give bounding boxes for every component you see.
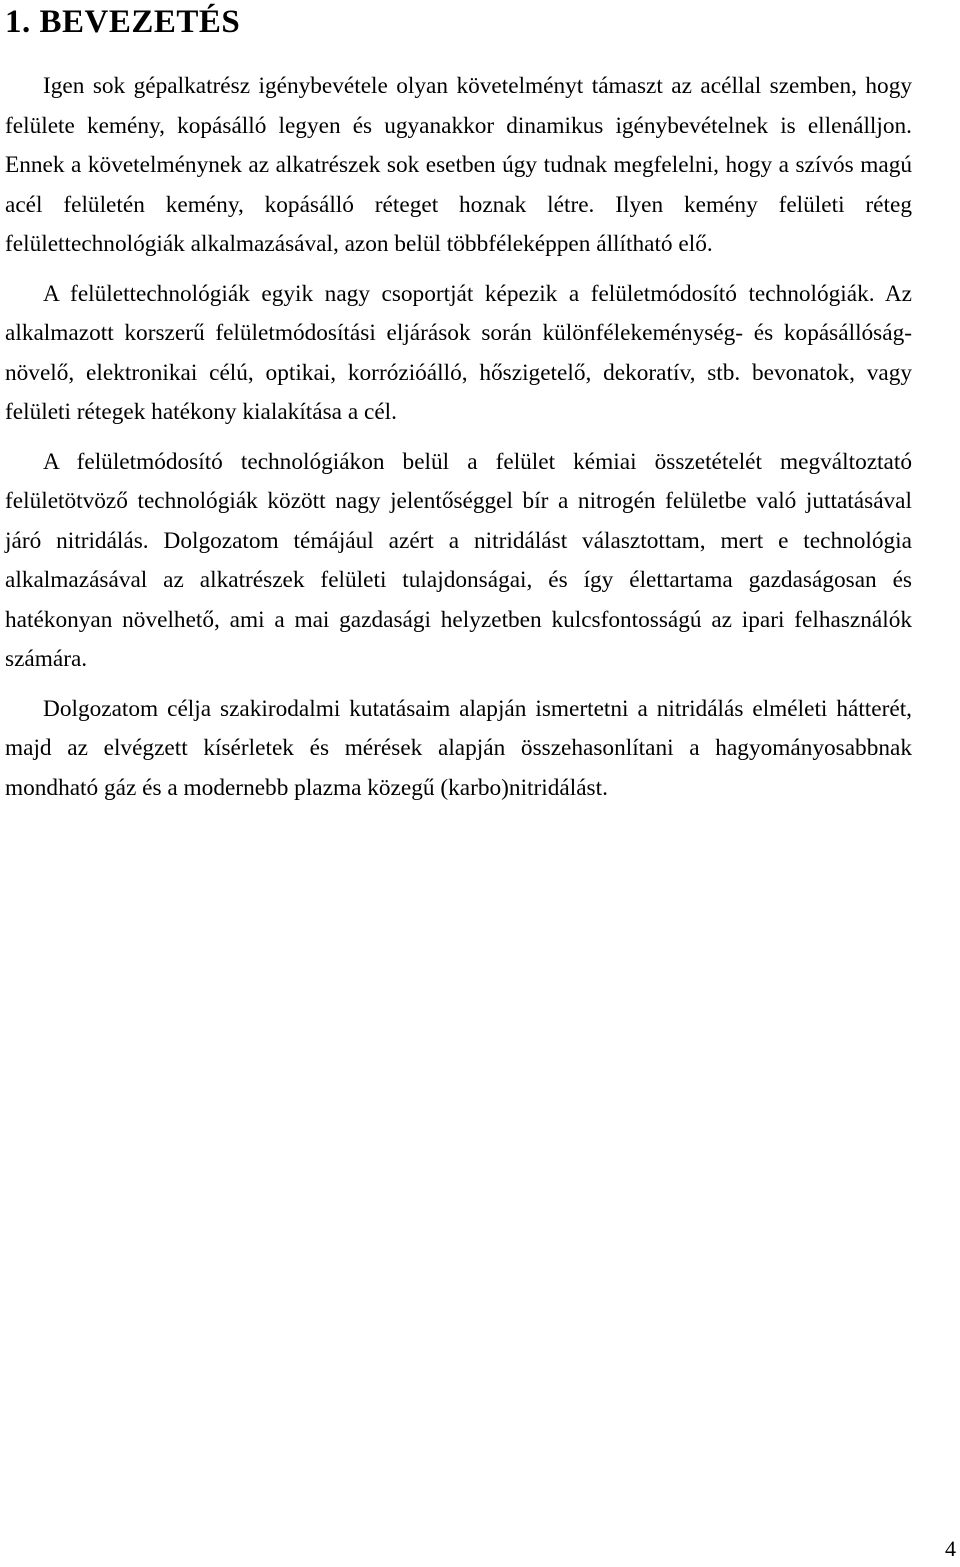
page-number: 4: [945, 1536, 956, 1561]
paragraph-nitriding: A felületmódosító technológiákon belül a felület kémiai összetételét megváltoztató felületötvöző technológiák között nagy jelentőséggel bír a nitrogén felületbe való juttatásával járó nitridálás. Dolgozatom témájául azért a nitridálást választottam, mert e technológia alkalmazásával az alkatrészek felületi tulajdonságai, és így élettartama gazdaságosan és hatékonyan növelhető, ami a mai gazdasági helyzetben kulcsfontosságú az ipari felhasználók számára.: [5, 448, 912, 672]
paragraph-thesis-goal: Dolgozatom célja szakirodalmi kutatásaim alapján ismertetni a nitridálás elméleti hátterét, majd az elvégzett kísérletek és mérések alapján összehasonlítani a hagyományosabbnak mondható gáz és a modernebb plazma közegű (karbo)nitridálást.: [5, 695, 912, 801]
body-text: [5, 67, 912, 818]
chapter-heading: 1. BEVEZETÉS: [5, 4, 241, 40]
paragraph-surface-technologies: A felülettechnológiák egyik nagy csoportját képezik a felületmódosító technológiák. Az alkalmazott korszerű felületmódosítási eljárások során különfélekeménység- és kopásállóság-növelő, elektronikai célú, optikai, korrózióálló, hőszigetelő, dekoratív, stb. bevonatok, vagy felületi rétegek hatékony kialakítása a cél.: [5, 280, 912, 425]
paragraph-intro: Igen sok gépalkatrész igénybevétele olyan követelményt támaszt az acéllal szemben, hogy felülete kemény, kopásálló legyen és ugyanakkor dinamikus igénybevételnek is ellenálljon. Ennek a követelménynek az alkatrészek sok esetben úgy tudnak megfelelni, hogy a szívós magú acél felületén kemény, kopásálló réteget hoznak létre. Ilyen kemény felületi réteg felülettechnológiák alkalmazásával, azon belül többféleképpen állítható elő.: [5, 73, 912, 257]
